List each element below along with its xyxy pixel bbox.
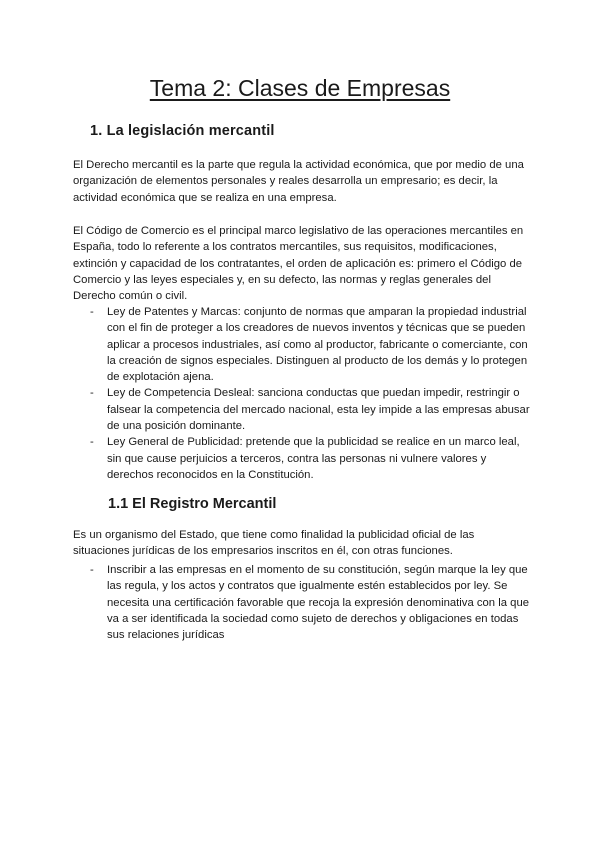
list-item [73, 562, 533, 643]
bullet-list [73, 304, 533, 483]
bullet-marker: - [90, 306, 94, 318]
list-item [73, 304, 533, 385]
list-item-text: Ley General de Publicidad: pretende que la publicidad se realice en un marco leal, sin que cause perjuicios a terceros, contra las personas ni vulnere valores y derechos reconocidos en la Constitución. [107, 436, 520, 481]
section-heading-legislacion: 1. La legislación mercantil [90, 123, 275, 139]
bullet-marker: - [90, 436, 94, 449]
paragraph: Es un organismo del Estado, que tiene como finalidad la publicidad oficial de las situaciones jurídicas de los empresarios inscritos en él, con otras funciones. [73, 529, 475, 558]
list-item-text: Ley de Competencia Desleal: sanciona conductas que puedan impedir, restringir o falsear la competencia del mercado nacional, esta ley impide a las empresas abusar de una posición dominante. [107, 387, 530, 433]
paragraph: El Derecho mercantil es la parte que regula la actividad económica, que por medio de una organización de elementos personales y reales desarrolla un empresario; es decir, la actividad económica que se realiza en una empresa. [73, 159, 524, 204]
bullet-list [73, 562, 533, 643]
list-item-text: Ley de Patentes y Marcas: conjunto de normas que amparan la propiedad industrial con el fin de proteger a los creadores de nuevos inventos y técnicas que se pueden aplicar a procesos industriales, así como al productor, fabricante o comerciante, con la creación de signos especiales. Distinguen al producto de los demás y lo protegen de explotación ajena. [107, 306, 528, 384]
bullet-marker: - [90, 387, 94, 400]
page-title: Tema 2: Clases de Empresas [149, 75, 451, 101]
paragraph: El Código de Comercio es el principal marco legislativo de las operaciones mercantiles en España, todo lo referente a los contratos mercantiles, sus requisitos, modificaciones, extinción y capacidad de los contratantes, el orden de aplicación es: primero el Código de Comercio y las leyes especiales y, en su defecto, las normas y reglas generales del Derecho común o civil. [73, 225, 524, 303]
list-item-text: Inscribir a las empresas en el momento de su constitución, según marque la ley que las regula, y los actos y contratos que igualmente estén establecidos por ley. Se necesita una certificación favorable que recoja la expresión denominativa con la que va a ser identificada la sociedad como sujeto de derechos y obligaciones en todas sus relaciones jurídicas [107, 564, 530, 642]
bullet-marker: - [90, 564, 94, 576]
list-item [73, 385, 533, 434]
list-item [73, 434, 533, 483]
section-heading-registro: 1.1 El Registro Mercantil [108, 496, 277, 512]
